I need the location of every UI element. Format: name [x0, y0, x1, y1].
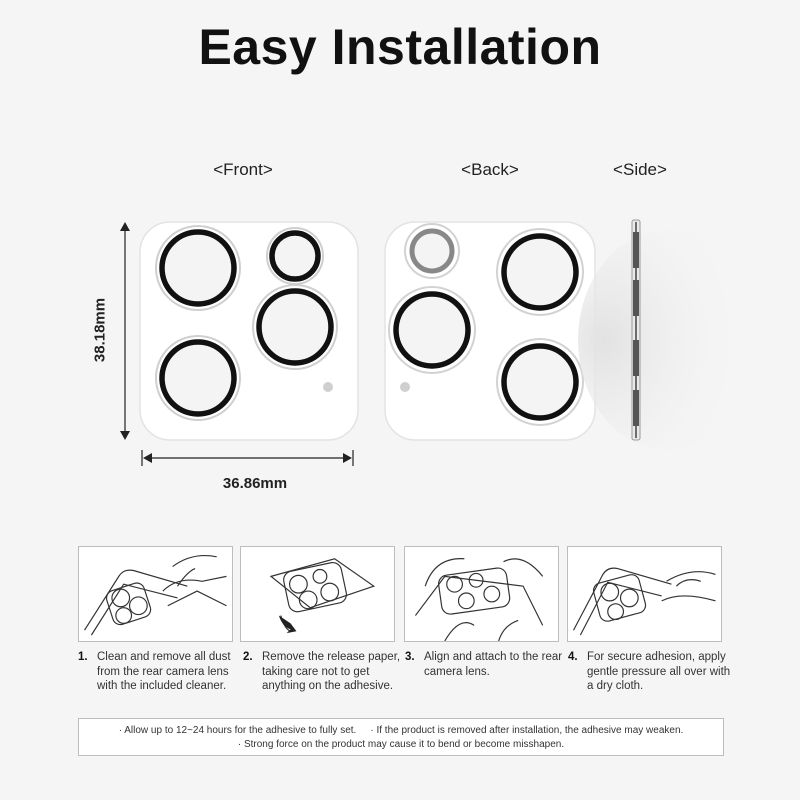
front-view-label: <Front>	[213, 160, 273, 179]
notes-line-1	[79, 724, 723, 738]
step-4-illustration	[567, 546, 722, 642]
step-3-caption	[405, 650, 570, 679]
height-dimension: 38.18mm	[91, 297, 109, 363]
page-title: Easy Installation	[198, 19, 602, 75]
step-4-caption	[568, 650, 733, 694]
width-dimension: 36.86mm	[222, 475, 288, 492]
step-1-caption	[78, 650, 243, 694]
step-number: 4.	[568, 651, 578, 663]
height-dimension-arrow	[115, 222, 135, 440]
side-view-illustration	[628, 220, 758, 460]
step-2-illustration	[240, 546, 395, 642]
step-3-illustration	[404, 546, 559, 642]
step-number: 3.	[405, 651, 415, 663]
step-text: Align and attach to the rear camera lens.	[424, 651, 563, 678]
note-adhesive-set: · Allow up to 12~24 hours for the adhesive to fully set.	[118, 725, 357, 736]
step-2-caption	[243, 650, 408, 694]
back-view-label: <Back>	[461, 160, 519, 179]
notes-box	[78, 718, 724, 756]
step-number: 2.	[243, 651, 253, 663]
step-text: Clean and remove all dust from the rear camera lens with the included cleaner.	[97, 651, 231, 692]
step-text: For secure adhesion, apply gentle pressure all over with a dry cloth.	[587, 651, 731, 692]
step-1-illustration	[78, 546, 233, 642]
width-dimension-arrow	[142, 448, 354, 468]
step-number: 1.	[78, 651, 88, 663]
back-view-illustration	[383, 220, 598, 442]
note-strong-force: · Strong force on the product may cause it to bend or become misshapen.	[237, 739, 565, 750]
front-view-illustration	[138, 220, 360, 445]
step-text: Remove the release paper, taking care not to get anything on the adhesive.	[262, 651, 401, 692]
side-view-label: <Side>	[613, 160, 667, 179]
note-adhesive-weaken: · If the product is removed after installation, the adhesive may weaken.	[370, 725, 684, 736]
